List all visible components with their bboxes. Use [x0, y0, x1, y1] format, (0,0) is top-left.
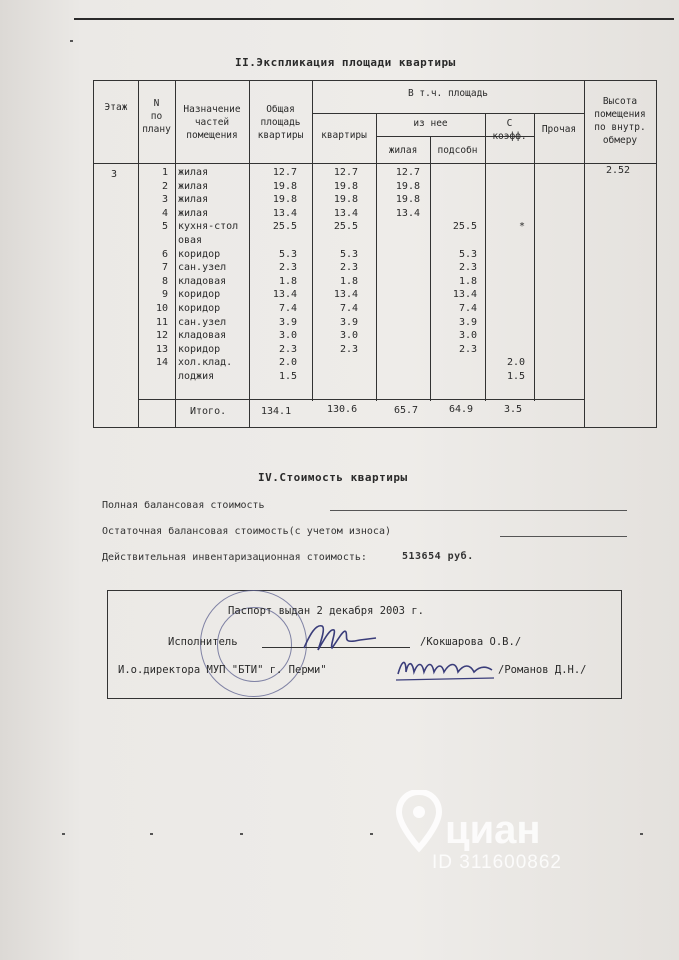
- header-floor: Этаж: [104, 102, 128, 113]
- header-total-area: Общая площадь квартиры: [257, 104, 304, 141]
- residual-balance-label: Остаточная балансовая стоимость(с учетом износа): [102, 526, 391, 537]
- full-balance-label: Полная балансовая стоимость: [102, 500, 265, 511]
- scan-mark: [240, 833, 243, 835]
- cell-plan-no: 7: [161, 262, 168, 274]
- cell-purpose: овая: [178, 235, 203, 246]
- cell-apartment-area: 2.3: [339, 343, 358, 355]
- header-bottom-rule: [94, 163, 656, 164]
- cell-total-area: 2.3: [278, 262, 297, 274]
- cell-apartment-area: 3.9: [339, 316, 358, 328]
- cell-apartment-area: 19.8: [333, 180, 358, 192]
- cell-auxiliary-area: 7.4: [458, 303, 477, 314]
- cell-plan-no: 12: [155, 330, 168, 342]
- section-cost-title: IV.Стоимость квартиры: [258, 471, 408, 484]
- height-value: 2.52: [606, 165, 631, 176]
- cell-apartment-area: 19.8: [333, 194, 358, 206]
- cell-purpose: кладовая: [178, 275, 227, 287]
- full-balance-blank: [330, 510, 627, 511]
- totals-living: 65.7: [394, 405, 419, 416]
- cell-living-area: 19.8: [395, 194, 420, 206]
- cell-apartment-area: 5.3: [339, 248, 358, 260]
- cell-coef-area: 1.5: [506, 371, 525, 382]
- cell-plan-no: 9: [161, 289, 168, 301]
- scan-mark: [150, 833, 153, 835]
- floor-value: 3: [111, 169, 118, 180]
- director-name: /Романов Д.Н./: [498, 664, 587, 676]
- cell-purpose: кухня-стол: [178, 221, 239, 233]
- cell-apartment-area: 13.4: [333, 207, 358, 219]
- totals-total: 134.1: [261, 406, 292, 417]
- cell-purpose: кладовая: [178, 330, 227, 342]
- cell-total-area: 13.4: [272, 207, 297, 219]
- cell-total-area: 13.4: [272, 289, 297, 301]
- scan-mark: [62, 833, 65, 835]
- cell-plan-no: 10: [155, 303, 168, 314]
- cell-coef-area: 2.0: [506, 357, 525, 369]
- header-of-which: из нее: [413, 118, 448, 129]
- cell-plan-no: 13: [155, 343, 168, 355]
- header-other: Прочая: [541, 124, 577, 135]
- totals-apartment: 130.6: [327, 404, 358, 415]
- residual-balance-blank: [500, 536, 627, 537]
- cell-purpose: жилая: [178, 180, 209, 192]
- header-apartment: квартиры: [321, 130, 367, 141]
- row-divider: [312, 113, 584, 114]
- header-incl-area: В т.ч. площадь: [407, 88, 489, 99]
- watermark-id: ID 311600862: [432, 852, 562, 873]
- cell-total-area: 25.5: [272, 221, 297, 233]
- issued-text: Паспорт выдан 2 декабря 2003 г.: [228, 605, 424, 617]
- cell-purpose: хол.клад.: [178, 357, 233, 369]
- cell-auxiliary-area: 2.3: [458, 343, 477, 355]
- header-purpose: Назначение частей помещения: [183, 104, 241, 141]
- cell-auxiliary-area: 2.3: [458, 262, 477, 274]
- cell-plan-no: 14: [155, 357, 168, 369]
- cell-coef-area: *: [518, 221, 525, 233]
- totals-auxiliary: 64.9: [449, 404, 474, 415]
- cell-total-area: 2.0: [278, 357, 297, 369]
- scan-mark: [640, 833, 643, 835]
- cell-total-area: 1.8: [278, 275, 297, 287]
- header-auxiliary: подсобн: [437, 145, 478, 156]
- cell-purpose: коридор: [178, 343, 221, 355]
- cell-auxiliary-area: 5.3: [458, 248, 477, 260]
- cell-total-area: 19.8: [272, 180, 297, 192]
- cell-apartment-area: 7.4: [339, 303, 358, 314]
- director-label: И.о.директора МУП "БТИ" г. Перми": [118, 664, 327, 676]
- director-signature: [394, 652, 498, 686]
- cell-living-area: 12.7: [395, 167, 420, 178]
- cell-living-area: 19.8: [395, 180, 420, 192]
- cell-auxiliary-area: 3.0: [458, 330, 477, 342]
- executor-signature: [300, 614, 380, 656]
- cell-plan-no: 8: [161, 275, 168, 287]
- cell-purpose: жилая: [178, 207, 209, 219]
- cell-purpose: лоджия: [178, 371, 215, 382]
- cell-auxiliary-area: 13.4: [452, 289, 477, 301]
- cell-apartment-area: 2.3: [339, 262, 358, 274]
- cell-total-area: 12.7: [272, 167, 297, 178]
- cell-purpose: коридор: [178, 289, 221, 301]
- cell-apartment-area: 1.8: [339, 275, 358, 287]
- cell-plan-no: 5: [161, 221, 168, 233]
- totals-rule: [138, 399, 584, 400]
- cell-total-area: 2.3: [278, 343, 297, 355]
- cell-total-area: 3.9: [278, 316, 297, 328]
- header-height: Высота помещения по внутр. обмеру: [594, 96, 646, 146]
- cell-plan-no: 2: [161, 180, 168, 192]
- cell-plan-no: 4: [161, 207, 168, 219]
- cell-plan-no: 6: [161, 248, 168, 260]
- cell-apartment-area: 3.0: [339, 330, 358, 342]
- cell-apartment-area: 12.7: [333, 167, 358, 178]
- header-with-coef: С коэфф.: [492, 118, 527, 142]
- cell-plan-no: 3: [161, 194, 168, 206]
- cell-purpose: жилая: [178, 194, 209, 206]
- scan-mark: [70, 40, 73, 42]
- cell-purpose: коридор: [178, 248, 221, 260]
- inventory-label: Действительная инвентаризационная стоимость:: [102, 552, 367, 563]
- header-plan-no: N по плану: [142, 98, 171, 135]
- location-pin-icon: [395, 790, 443, 854]
- header-living: жилая: [388, 145, 418, 156]
- explication-table: [93, 80, 657, 428]
- cell-plan-no: 11: [155, 316, 168, 328]
- cell-total-area: 7.4: [278, 303, 297, 314]
- inventory-value: 513654 руб.: [402, 551, 474, 562]
- cell-purpose: жилая: [178, 167, 209, 178]
- cell-purpose: сан.узел: [178, 262, 227, 274]
- cell-total-area: 3.0: [278, 330, 297, 342]
- cell-auxiliary-area: 3.9: [458, 316, 477, 328]
- cell-total-area: 1.5: [278, 371, 297, 382]
- executor-name: /Кокшарова О.В./: [420, 636, 522, 648]
- cell-living-area: 13.4: [395, 207, 420, 219]
- totals-coef: 3.5: [504, 404, 523, 415]
- cell-auxiliary-area: 25.5: [452, 221, 477, 233]
- cell-total-area: 5.3: [278, 248, 297, 260]
- section-explication-title: II.Экспликация площади квартиры: [235, 56, 456, 69]
- col-divider: [534, 113, 535, 401]
- cell-auxiliary-area: 1.8: [458, 275, 477, 287]
- watermark-brand: циан: [445, 808, 541, 852]
- cell-purpose: сан.узел: [178, 316, 227, 328]
- top-rule: [74, 18, 674, 20]
- cell-purpose: коридор: [178, 303, 221, 314]
- cell-apartment-area: 25.5: [333, 221, 358, 233]
- totals-label: Итого.: [190, 406, 227, 417]
- scan-mark: [370, 833, 373, 835]
- cell-total-area: 19.8: [272, 194, 297, 206]
- executor-label: Исполнитель: [168, 636, 238, 648]
- cell-plan-no: 1: [161, 167, 168, 178]
- cell-apartment-area: 13.4: [333, 289, 358, 301]
